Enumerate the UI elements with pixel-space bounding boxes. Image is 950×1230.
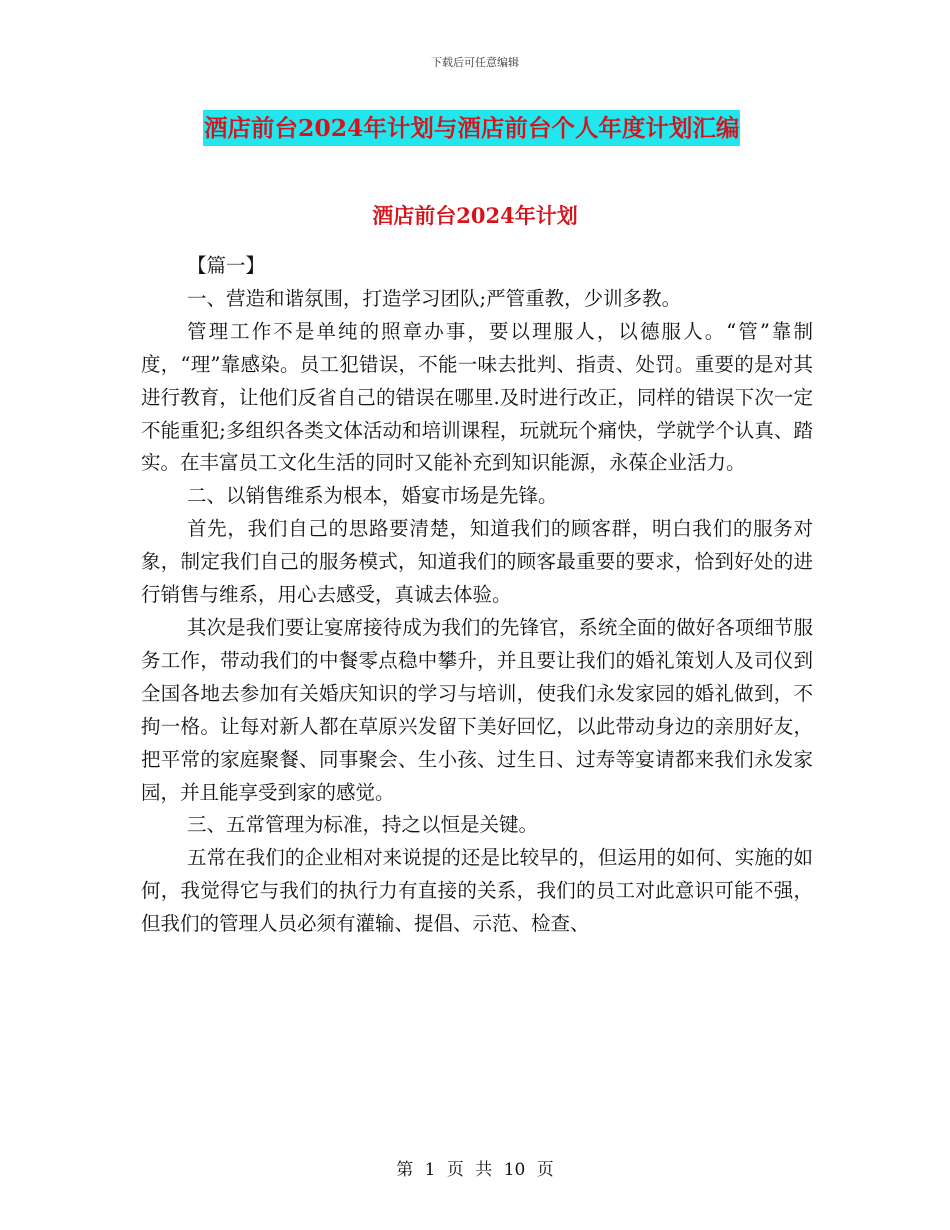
paragraph-heading-2: 二、以销售维系为根本，婚宴市场是先锋。 [187, 484, 558, 508]
document-body [141, 250, 813, 941]
paragraph-body-4: 五常在我们的企业相对来说提的还是比较早的，但运用的如何、实施的如何，我觉得它与我们的执行力有直接的关系，我们的员工对此意识可能不强，但我们的管理人员必须有灌输、提倡、示范、检查、 [141, 846, 813, 936]
paragraph-heading-1: 一、营造和谐氛围，打造学习团队;严管重教，少训多教。 [187, 286, 682, 310]
page-footer: 第 1 页 共 10 页 [396, 1160, 554, 1180]
header-note: 下载后可任意编辑 [431, 56, 519, 69]
paragraph-heading-3: 三、五常管理为标准，持之以恒是关键。 [187, 813, 539, 837]
section-title: 酒店前台2024年计划 [372, 203, 578, 228]
paragraph-body-2: 首先，我们自己的思路要清楚，知道我们的顾客群，明白我们的服务对象，制定我们自己的服务模式，知道我们的顾客最重要的要求，恰到好处的进行销售与维系，用心去感受，真诚去体验。 [141, 517, 813, 607]
document-title: 酒店前台2024年计划与酒店前台个人年度计划汇编 [203, 110, 740, 146]
paragraph-chapter-marker: 【篇一】 [187, 254, 266, 277]
paragraph-body-3: 其次是我们要让宴席接待成为我们的先锋官，系统全面的做好各项细节服务工作，带动我们的中餐零点稳中攀升，并且要让我们的婚礼策划人及司仪到全国各地去参加有关婚庆知识的学习与培训，使我们永发家园的婚礼做到，不拘一格。让每对新人都在草原兴发留下美好回忆，以此带动身边的亲朋好友，把平常的家庭聚餐、同事聚会、生小孩、过生日、过寿等宴请都来我们永发家园，并且能享受到家的感觉。 [141, 615, 813, 804]
paragraph-body-1: 管理工作不是单纯的照章办事，要以理服人，以德服人。“管”靠制度，“理”靠感染。员工犯错误，不能一味去批判、指责、处罚。重要的是对其进行教育，让他们反省自己的错误在哪里.及时进行改正，同样的错误下次一定不能重犯;多组织各类文体活动和培训课程，玩就玩个痛快，学就学个认真、踏实。在丰富员工文化生活的同时又能补充到知识能源，永葆企业活力。 [141, 319, 813, 475]
